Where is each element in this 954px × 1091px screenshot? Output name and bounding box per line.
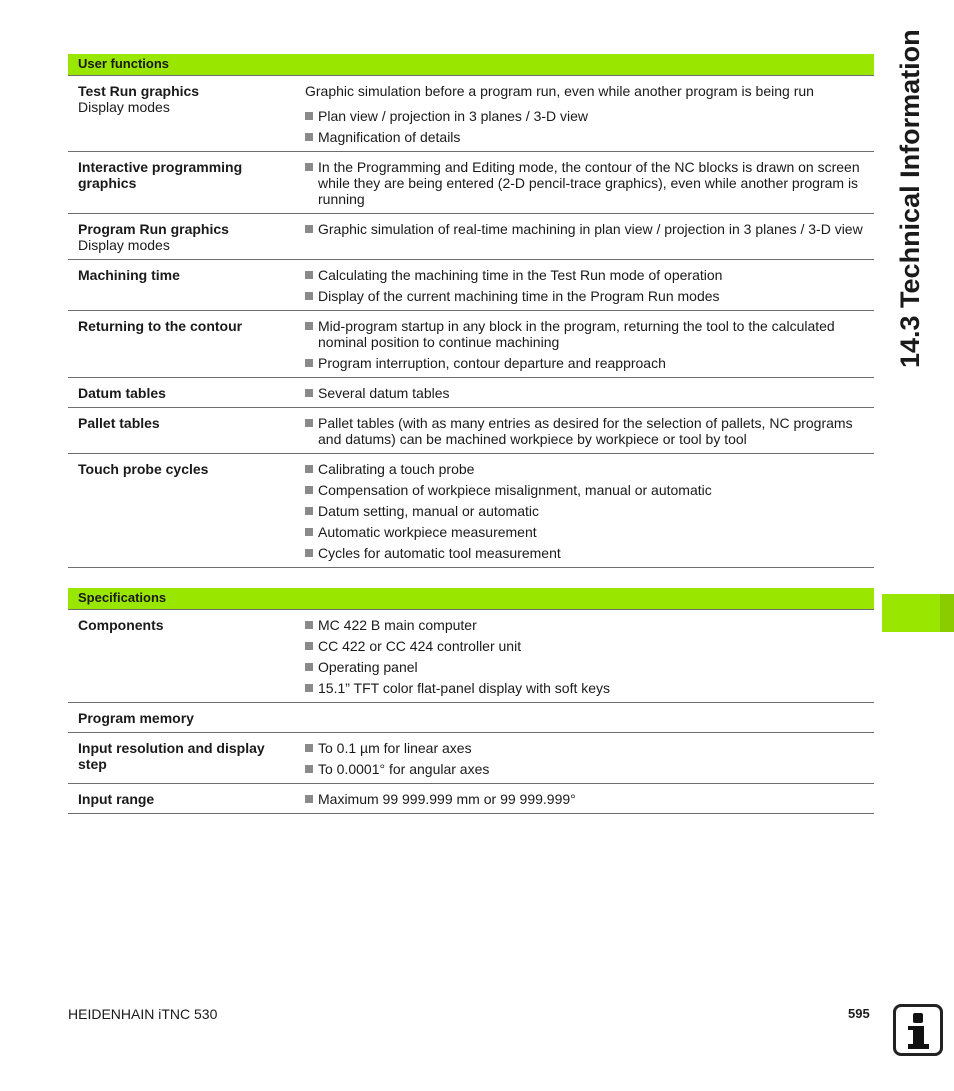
square-bullet-icon xyxy=(305,359,313,367)
row-label xyxy=(68,385,305,401)
square-bullet-icon xyxy=(305,322,313,330)
bullet-text: Magnification of details xyxy=(318,129,461,145)
row-content xyxy=(305,221,874,253)
square-bullet-icon xyxy=(305,389,313,397)
page-number: 595 xyxy=(848,1006,870,1021)
row-title: Interactive programming graphics xyxy=(78,159,243,191)
row-label xyxy=(68,461,305,561)
bullet-text: Operating panel xyxy=(318,659,418,675)
side-section-title: 14.3 Technical Information xyxy=(895,29,925,368)
table-row xyxy=(68,152,874,214)
row-label xyxy=(68,267,305,304)
row-title: Program memory xyxy=(78,710,194,726)
bullet-text: Display of the current machining time in the Program Run modes xyxy=(318,288,720,304)
row-title: Pallet tables xyxy=(78,415,160,431)
row-content xyxy=(305,791,874,807)
square-bullet-icon xyxy=(305,292,313,300)
row-sublabel: Display modes xyxy=(78,99,170,115)
row-intro-text: Graphic simulation before a program run, even while another program is being run xyxy=(305,83,814,99)
bullet-text: Plan view / projection in 3 planes / 3-D view xyxy=(318,108,589,124)
row-title: Components xyxy=(78,617,164,633)
square-bullet-icon xyxy=(305,528,313,536)
bullet-text: Calculating the machining time in the Test Run mode of operation xyxy=(318,267,723,283)
row-label xyxy=(68,710,305,726)
bullet-item xyxy=(305,385,864,401)
bullet-item xyxy=(305,108,864,124)
square-bullet-icon xyxy=(305,163,313,171)
bullet-text: MC 422 B main computer xyxy=(318,617,477,633)
bullet-item xyxy=(305,617,864,633)
row-label xyxy=(68,415,305,447)
bullet-text: To 0.1 µm for linear axes xyxy=(318,740,472,756)
table-row xyxy=(68,260,874,311)
row-content xyxy=(305,83,874,145)
footer-product: HEIDENHAIN iTNC 530 xyxy=(68,1006,218,1022)
square-bullet-icon xyxy=(305,795,313,803)
square-bullet-icon xyxy=(305,549,313,557)
row-content xyxy=(305,461,874,561)
section-header: User functions xyxy=(68,54,874,76)
bullet-item xyxy=(305,545,864,561)
row-title: Program Run graphics xyxy=(78,221,229,237)
bullet-item xyxy=(305,680,864,696)
row-label xyxy=(68,221,305,253)
bullet-text: Pallet tables (with as many entries as desired for the selection of pallets, NC programs and datums) can be machined workpiece by workpiece or tool by tool xyxy=(318,415,853,447)
row-title: Machining time xyxy=(78,267,180,283)
square-bullet-icon xyxy=(305,765,313,773)
row-content xyxy=(305,617,874,696)
bullet-item xyxy=(305,288,864,304)
bullet-item xyxy=(305,415,864,447)
bullet-item xyxy=(305,740,864,756)
bullet-text: Mid-program startup in any block in the program, returning the tool to the calculated nominal position to continue machining xyxy=(318,318,835,350)
square-bullet-icon xyxy=(305,507,313,515)
bullet-text: Compensation of workpiece misalignment, manual or automatic xyxy=(318,482,712,498)
section-gap xyxy=(68,568,874,588)
bullet-item xyxy=(305,761,864,777)
table-row xyxy=(68,311,874,378)
square-bullet-icon xyxy=(305,621,313,629)
square-bullet-icon xyxy=(305,642,313,650)
square-bullet-icon xyxy=(305,486,313,494)
bullet-text: Several datum tables xyxy=(318,385,450,401)
bullet-item xyxy=(305,482,864,498)
row-content xyxy=(305,385,874,401)
row-label xyxy=(68,740,305,777)
bullet-item xyxy=(305,503,864,519)
table-row xyxy=(68,610,874,703)
table-row xyxy=(68,703,874,733)
square-bullet-icon xyxy=(305,225,313,233)
bullet-text: Program interruption, contour departure and reapproach xyxy=(318,355,666,371)
row-label xyxy=(68,617,305,696)
bullet-item xyxy=(305,659,864,675)
square-bullet-icon xyxy=(305,419,313,427)
square-bullet-icon xyxy=(305,465,313,473)
square-bullet-icon xyxy=(305,663,313,671)
square-bullet-icon xyxy=(305,271,313,279)
info-icon xyxy=(893,1004,943,1056)
bullet-text: Automatic workpiece measurement xyxy=(318,524,537,540)
row-title: Returning to the contour xyxy=(78,318,243,334)
square-bullet-icon xyxy=(305,684,313,692)
row-title: Test Run graphics xyxy=(78,83,200,99)
bullet-item xyxy=(305,267,864,283)
row-title: Touch probe cycles xyxy=(78,461,209,477)
bullet-item xyxy=(305,461,864,477)
bullet-text: Graphic simulation of real-time machining in plan view / projection in 3 planes / 3-D view xyxy=(318,221,863,237)
bullet-text: Maximum 99 999.999 mm or 99 999.999° xyxy=(318,791,576,807)
row-label xyxy=(68,159,305,207)
row-content xyxy=(305,415,874,447)
row-sublabel: Display modes xyxy=(78,237,170,253)
bullet-item xyxy=(305,638,864,654)
table-row xyxy=(68,784,874,814)
table-row xyxy=(68,76,874,152)
row-content xyxy=(305,740,874,777)
bullet-item xyxy=(305,129,864,145)
spec-tables xyxy=(68,54,874,814)
table-row xyxy=(68,378,874,408)
table-row xyxy=(68,214,874,260)
bullet-item xyxy=(305,355,864,371)
row-title: Input resolution and display step xyxy=(78,740,265,772)
bullet-text: Datum setting, manual or automatic xyxy=(318,503,539,519)
bullet-item xyxy=(305,524,864,540)
bullet-item xyxy=(305,159,864,207)
row-title: Input range xyxy=(78,791,155,807)
row-label xyxy=(68,83,305,145)
chapter-tab-marker xyxy=(882,594,954,632)
bullet-item xyxy=(305,221,864,237)
square-bullet-icon xyxy=(305,133,313,141)
bullet-text: To 0.0001° for angular axes xyxy=(318,761,490,777)
section-header: Specifications xyxy=(68,588,874,610)
bullet-text: CC 422 or CC 424 controller unit xyxy=(318,638,522,654)
bullet-text: Calibrating a touch probe xyxy=(318,461,475,477)
table-row xyxy=(68,408,874,454)
bullet-text: 15.1” TFT color flat-panel display with soft keys xyxy=(318,680,611,696)
square-bullet-icon xyxy=(305,744,313,752)
row-content xyxy=(305,159,874,207)
row-label xyxy=(68,318,305,371)
row-content xyxy=(305,710,874,726)
bullet-text: In the Programming and Editing mode, the contour of the NC blocks is drawn on screen while they are being entered (2-D pencil-trace graphics), even while another program is running xyxy=(318,159,860,207)
bullet-text: Cycles for automatic tool measurement xyxy=(318,545,561,561)
bullet-item xyxy=(305,318,864,350)
table-row xyxy=(68,454,874,568)
table-row xyxy=(68,733,874,784)
row-content xyxy=(305,318,874,371)
row-title: Datum tables xyxy=(78,385,166,401)
row-content xyxy=(305,267,874,304)
bullet-item xyxy=(305,791,864,807)
row-label xyxy=(68,791,305,807)
square-bullet-icon xyxy=(305,112,313,120)
